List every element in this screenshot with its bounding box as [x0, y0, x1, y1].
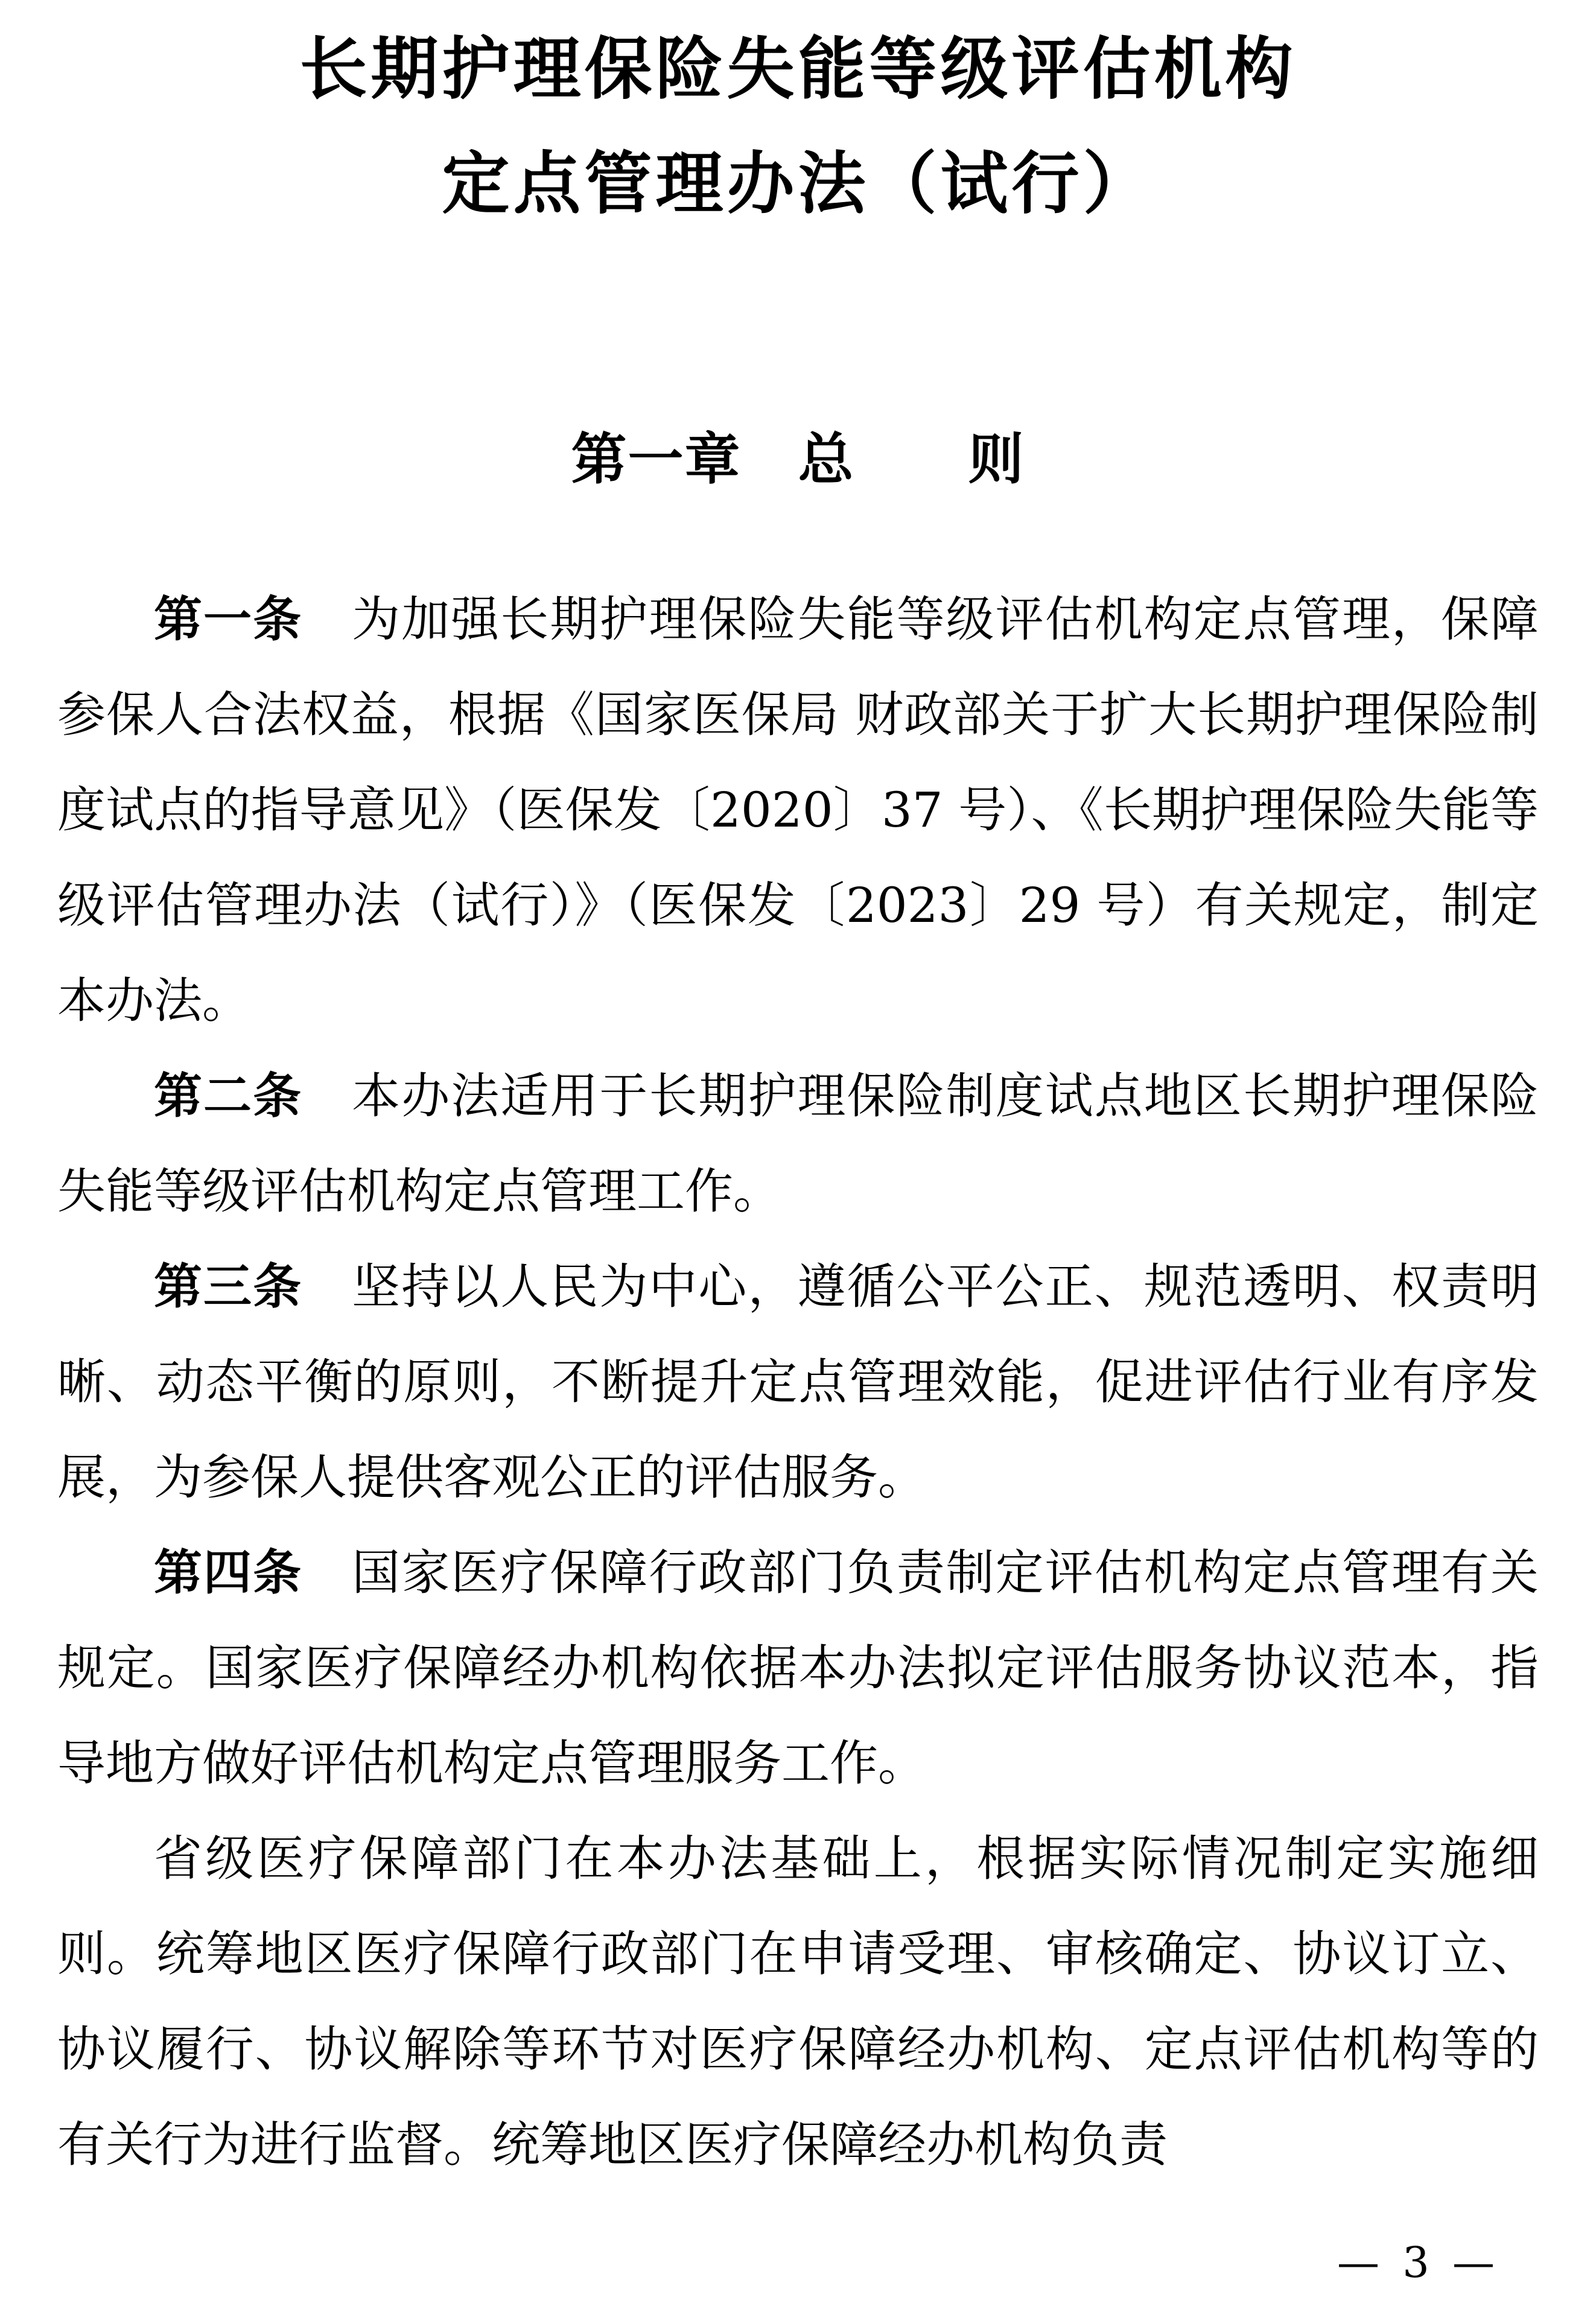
article-4-continued-text: 省级医疗保障部门在本办法基础上，根据实际情况制定实施细则。统筹地区医疗保障行政部门在申请受理、审核确定、协议订立、协议履行、协议解除等环节对医疗保障经办机构、定点评估机构等的有关行为进行监督。统筹地区医疗保障经办机构负责 — [57, 1831, 1539, 2173]
article-2-text: 本办法适用于长期护理保险制度试点地区长期护理保险失能等级评估机构定点管理工作。 — [57, 1068, 1539, 1219]
article-4-leader: 第四条 — [154, 1545, 352, 1601]
document-title-line-1: 长期护理保险失能等级评估机构 — [299, 30, 1297, 109]
paragraph-article-2 — [57, 1049, 1539, 1239]
paragraph-article-3 — [57, 1239, 1539, 1525]
article-3-text: 坚持以人民为中心，遵循公平公正、规范透明、权责明晰、动态平衡的原则，不断提升定点管理效能，促进评估行业有序发展，为参保人提供客观公正的评估服务。 — [57, 1259, 1539, 1505]
article-3-leader: 第三条 — [154, 1259, 352, 1315]
document-title — [57, 12, 1539, 241]
paragraph-article-4-continued — [57, 1811, 1539, 2193]
article-2-leader: 第二条 — [154, 1068, 352, 1124]
document-body — [57, 572, 1539, 2193]
article-1-leader: 第一条 — [154, 591, 352, 647]
chapter-heading: 第一章 总 则 — [571, 427, 1025, 492]
article-1-text: 为加强长期护理保险失能等级评估机构定点管理，保障参保人合法权益，根据《国家医保局 财政部关于扩大长期护理保险制度试点的指导意见》（医保发〔2020〕37 号）、《长期护理保险失能等级评估管理办法（试行）》（医保发〔2023〕29 号）有关规定，制定本办法。 — [57, 591, 1539, 1029]
paragraph-article-4 — [57, 1525, 1539, 1811]
article-4-text: 国家医疗保障行政部门负责制定评估机构定点管理有关规定。国家医疗保障经办机构依据本办法拟定评估服务协议范本，指导地方做好评估机构定点管理服务工作。 — [57, 1545, 1539, 1791]
page-number: — 3 — — [1337, 2238, 1499, 2287]
paragraph-article-1 — [57, 572, 1539, 1049]
document-title-line-2: 定点管理办法（试行） — [442, 144, 1154, 223]
